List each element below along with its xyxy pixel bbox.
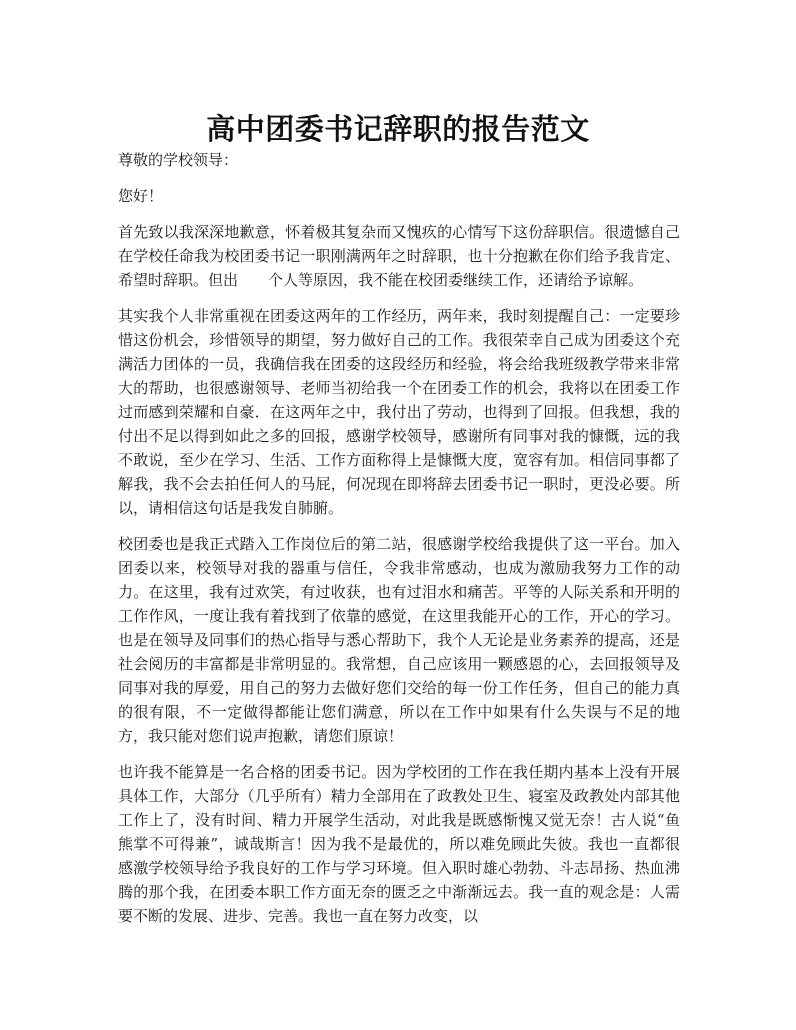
document-body bbox=[118, 148, 726, 940]
document-title: 高中团委书记辞职的报告范文 bbox=[206, 112, 590, 147]
salutation: 尊敬的学校领导： bbox=[118, 151, 239, 169]
body-paragraph-4: 也许我不能算是一名合格的团委书记。因为学校团的工作在我任期内基本上没有开展具体工作，大部分（几乎所有）精力全部用在了政教处卫生、寝室及政教处内部其他工作上了，没有时间、精力开展学生活动，对此我是既感惭愧又觉无奈！古人说“鱼 熊掌不可得兼”，诚哉斯言！因为我不是最优的，所以难免顾此失彼。我也一直都很感激学校领导给予我良好的工作与学习环境。但入职时雄心勃勃、斗志昂扬、热血沸腾的那个我，在团委本职工作方面无奈的匮乏之中渐渐远去。我一直的观念是：人需要不断的发展、进步、完善。我也一直在努力改变，以 bbox=[118, 763, 726, 925]
body-paragraph-1: 首先致以我深深地歉意，怀着极其复杂而又愧疚的心情写下这份辞职信。很遗憾自己在学校任命我为校团委书记一职刚满两年之时辞职，也十分抱歉在你们给予我肯定、希望时辞职。但出 个人等原因，我不能在校团委继续工作，还请给予谅解。 bbox=[118, 223, 680, 289]
body-paragraph-3: 校团委也是我正式踏入工作岗位后的第二站，很感谢学校给我提供了这一平台。加入团委以来，校领导对我的器重与信任，令我非常感动，也成为激励我努力工作的动力。在这里，我有过欢笑，有过收获，也有过泪水和痛苦。平等的人际关系和开明的工作作风，一度让我有着找到了依靠的感觉，在这里我能开心的工作，开心的学习。也是在领导及同事们的热心指导与悉心帮助下，我个人无论是业务素养的提高，还是社会阅历的丰富都是非常明显的。我常想，自己应该用一颗感恩的心，去回报领导及同事对我的厚爱，用自己的努力去做好您们交给的每一份工作任务，但自己的能力真的很有限，不一定做得都能让您们满意，所以在工作中如果有什么失误与不足的地方，我只能对您们说声抱歉，请您们原谅！ bbox=[118, 535, 680, 745]
greeting: 您好！ bbox=[118, 187, 164, 205]
body-paragraph-2: 其实我个人非常重视在团委这两年的工作经历，两年来，我时刻提醒自己：一定要珍惜这份机会，珍惜领导的期望，努力做好自己的工作。我很荣幸自己成为团委这个充满活力团体的一员，我确信我在团委的这段经历和经验，将会给我班级教学带来非常大的帮助，也很感谢领导、老师当初给我一个在团委工作的机会，我将以在团委工作过而感到荣耀和自豪．在这两年之中，我付出了劳动，也得到了回报。但我想，我的付出不足以得到如此之多的回报，感谢学校领导，感谢所有同事对我的慷慨，远的我不敢说，至少在学习、生活、工作方面称得上是慷慨大度，宽容有加。相信同事都了解我，我不会去拍任何人的马屁，何况现在即将辞去团委书记一职时，更没必要。所以，请相信这句话是我发自肺腑。 bbox=[118, 307, 680, 517]
